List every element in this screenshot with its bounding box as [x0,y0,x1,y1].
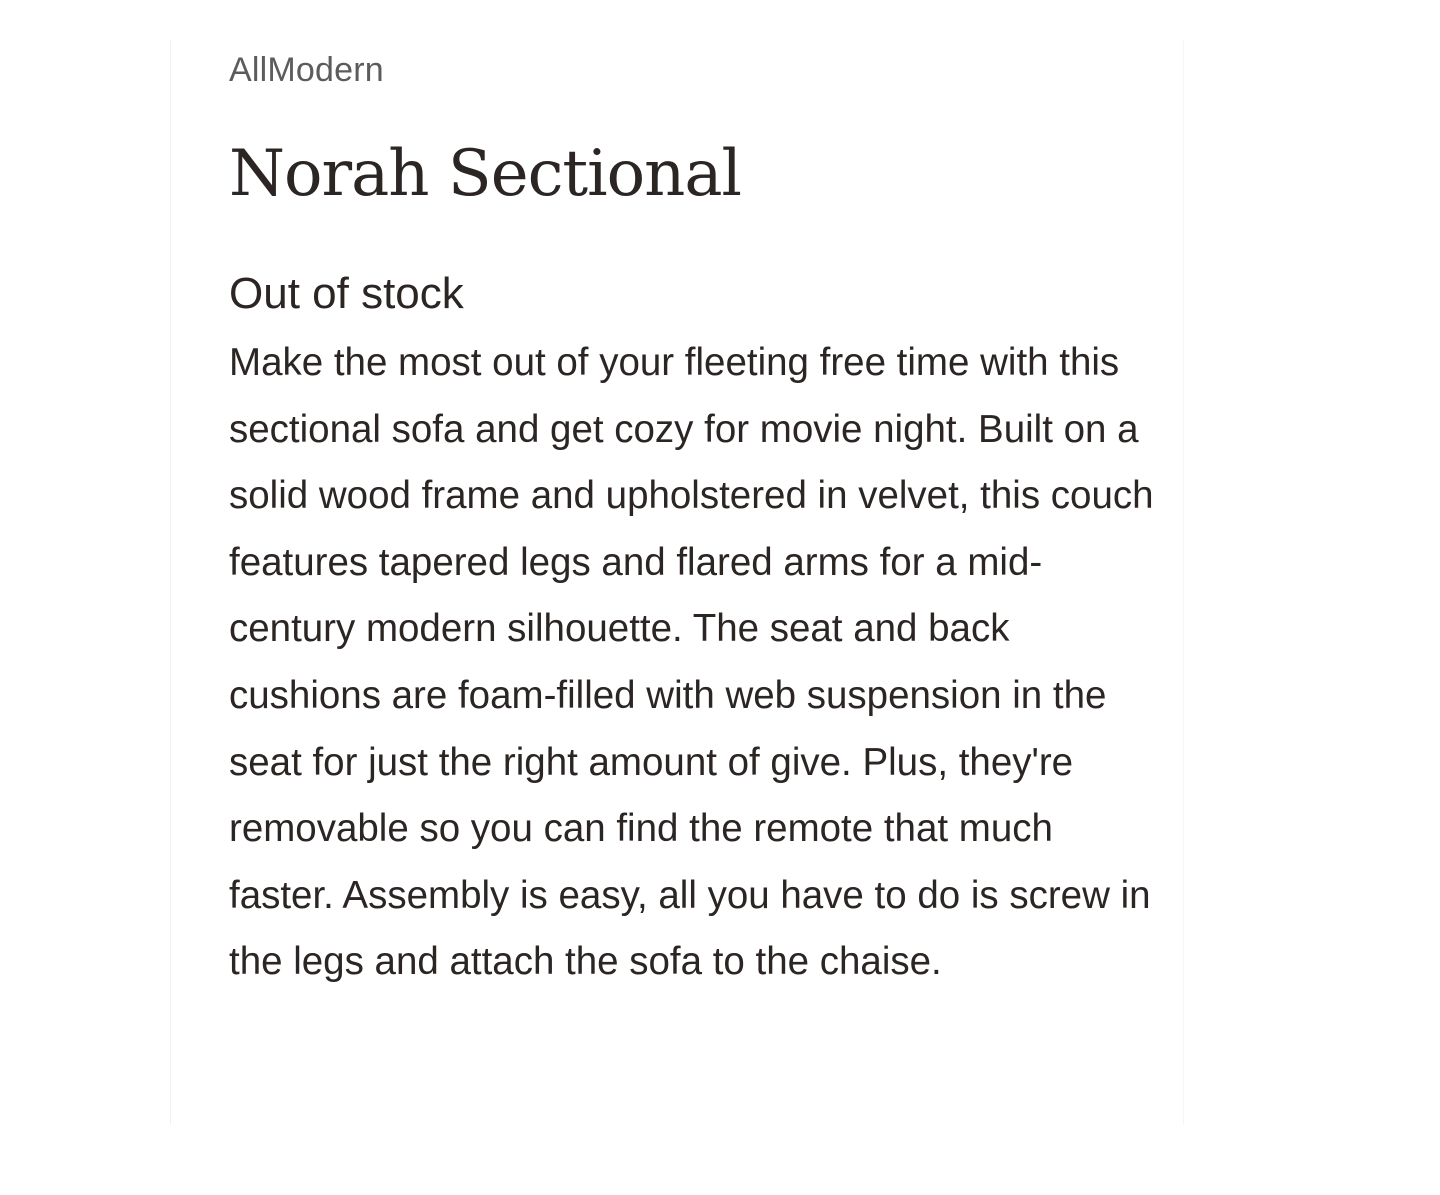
product-info-panel [170,40,1184,1125]
product-description: Make the most out of your fleeting free time with this sectional sofa and get cozy for movie night. Built on a solid wood frame and upholstered in velvet, this couch features tapered legs and flared arms for a mid-century modern silhouette. The seat and back cushions are foam-filled with web suspension in the seat for just the right amount of give. Plus, they're removable so you can find the remote that much faster. Assembly is easy, all you have to do is screw in the legs and attach the sofa to the chaise. [229,341,1154,984]
brand-link[interactable]: AllModern [229,51,384,89]
availability-status: Out of stock [229,269,464,318]
product-title: Norah Sectional [229,137,741,211]
product-details [229,50,1169,996]
